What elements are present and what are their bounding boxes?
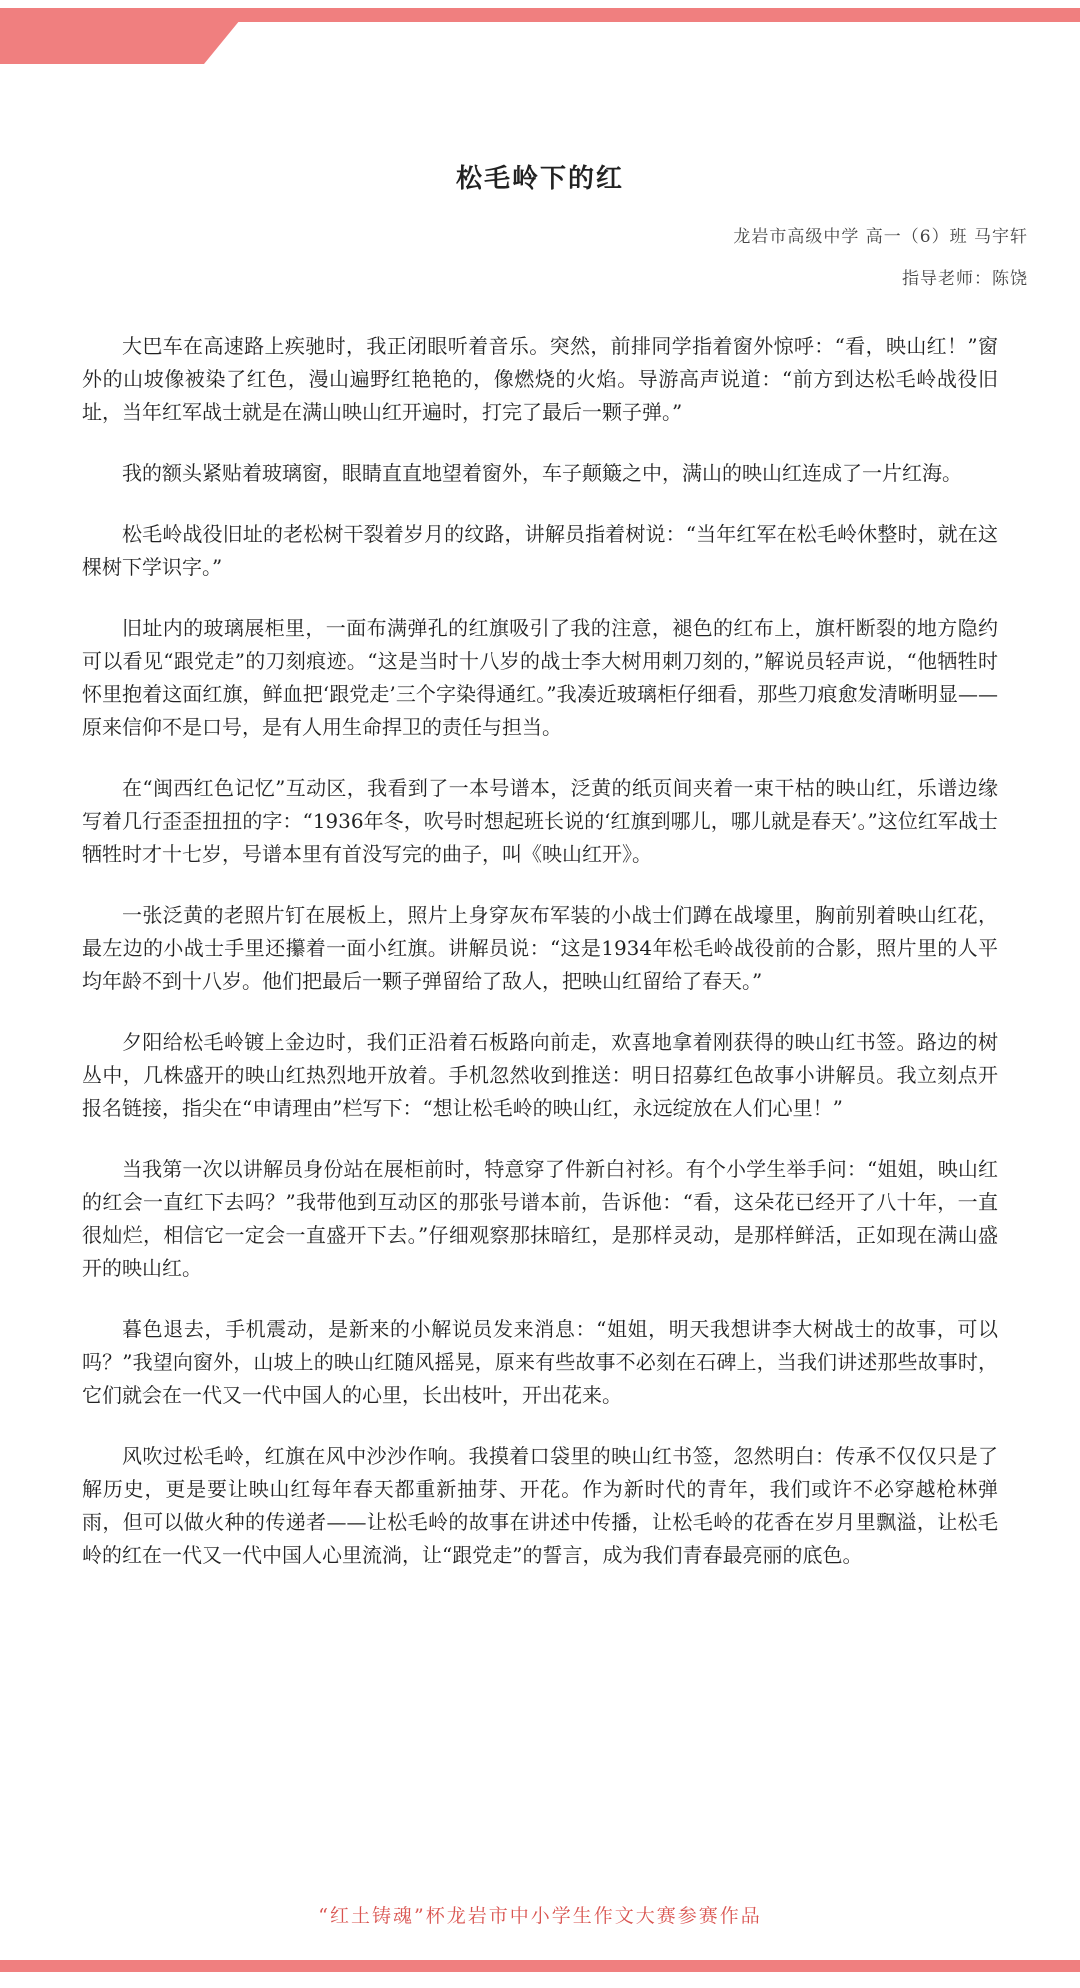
top-decorative-band [0,8,1080,22]
paragraph: 在“闽西红色记忆”互动区，我看到了一本号谱本，泛黄的纸页间夹着一束干枯的映山红，乐谱边缘写着几行歪歪扭扭的字：“1936年冬，吹号时想起班长说的‘红旗到哪儿，哪儿就是春天’。”这位红军战士牺牲时才十七岁，号谱本里有首没写完的曲子，叫《映山红开》。 [82,776,998,866]
top-decorative-tab [0,20,240,64]
paragraph: 一张泛黄的老照片钉在展板上，照片上身穿灰布军装的小战士们蹲在战壕里，胸前别着映山红花，最左边的小战士手里还攥着一面小红旗。讲解员说：“这是1934年松毛岭战役前的合影，照片里的人平均年龄不到十八岁。他们把最后一颗子弹留给了敌人，把映山红留给了春天。” [82,903,998,993]
teacher-line: 指导老师：陈饶 [902,269,1028,289]
paragraph: 夕阳给松毛岭镀上金边时，我们正沿着石板路向前走，欢喜地拿着刚获得的映山红书签。路边的树丛中，几株盛开的映山红热烈地开放着。手机忽然收到推送：明日招募红色故事小讲解员。我立刻点开报名链接，指尖在“申请理由”栏写下：“想让松毛岭的映山红，永远绽放在人们心里！” [82,1030,998,1120]
essay-body [82,330,998,1600]
contest-caption: “红土铸魂”杯龙岩市中小学生作文大赛参赛作品 [318,1905,762,1927]
bottom-decorative-band [0,1960,1080,1972]
paragraph: 风吹过松毛岭，红旗在风中沙沙作响。我摸着口袋里的映山红书签，忽然明白：传承不仅仅只是了解历史，更是要让映山红每年春天都重新抽芽、开花。作为新时代的青年，我们或许不必穿越枪林弹雨，但可以做火种的传递者——让松毛岭的故事在讲述中传播，让松毛岭的花香在岁月里飘溢，让松毛岭的红在一代又一代中国人心里流淌，让“跟党走”的誓言，成为我们青春最亮丽的底色。 [82,1444,998,1567]
paragraph: 大巴车在高速路上疾驰时，我正闭眼听着音乐。突然，前排同学指着窗外惊呼：“看，映山红！”窗外的山坡像被染了红色，漫山遍野红艳艳的，像燃烧的火焰。导游高声说道：“前方到达松毛岭战役旧址，当年红军战士就是在满山映山红开遍时，打完了最后一颗子弹。” [82,334,998,424]
paragraph: 暮色退去，手机震动，是新来的小解说员发来消息：“姐姐，明天我想讲李大树战士的故事，可以吗？”我望向窗外，山坡上的映山红随风摇晃，原来有些故事不必刻在石碑上，当我们讲述那些故事时，它们就会在一代又一代中国人的心里，长出枝叶，开出花来。 [82,1317,998,1407]
paragraph: 旧址内的玻璃展柜里，一面布满弹孔的红旗吸引了我的注意，褪色的红布上，旗杆断裂的地方隐约可以看见“跟党走”的刀刻痕迹。“这是当时十八岁的战士李大树用刺刀刻的，”解说员轻声说，“他牺牲时怀里抱着这面红旗，鲜血把‘跟党走’三个字染得通红。”我凑近玻璃柜仔细看，那些刀痕愈发清晰明显——原来信仰不是口号，是有人用生命捍卫的责任与担当。 [82,616,998,739]
paragraph: 当我第一次以讲解员身份站在展柜前时，特意穿了件新白衬衫。有个小学生举手问：“姐姐，映山红的红会一直红下去吗？”我带他到互动区的那张号谱本前，告诉他：“看，这朵花已经开了八十年，一直很灿烂，相信它一定会一直盛开下去。”仔细观察那抹暗红，是那样灵动，是那样鲜活，正如现在满山盛开的映山红。 [82,1157,998,1280]
author-line: 龙岩市高级中学 高一（6）班 马宇轩 [733,227,1028,247]
essay-title: 松毛岭下的红 [455,164,624,194]
paragraph: 松毛岭战役旧址的老松树干裂着岁月的纹路，讲解员指着树说：“当年红军在松毛岭休整时，就在这棵树下学识字。” [82,522,998,579]
paragraph: 我的额头紧贴着玻璃窗，眼睛直直地望着窗外，车子颠簸之中，满山的映山红连成了一片红海。 [122,461,962,485]
